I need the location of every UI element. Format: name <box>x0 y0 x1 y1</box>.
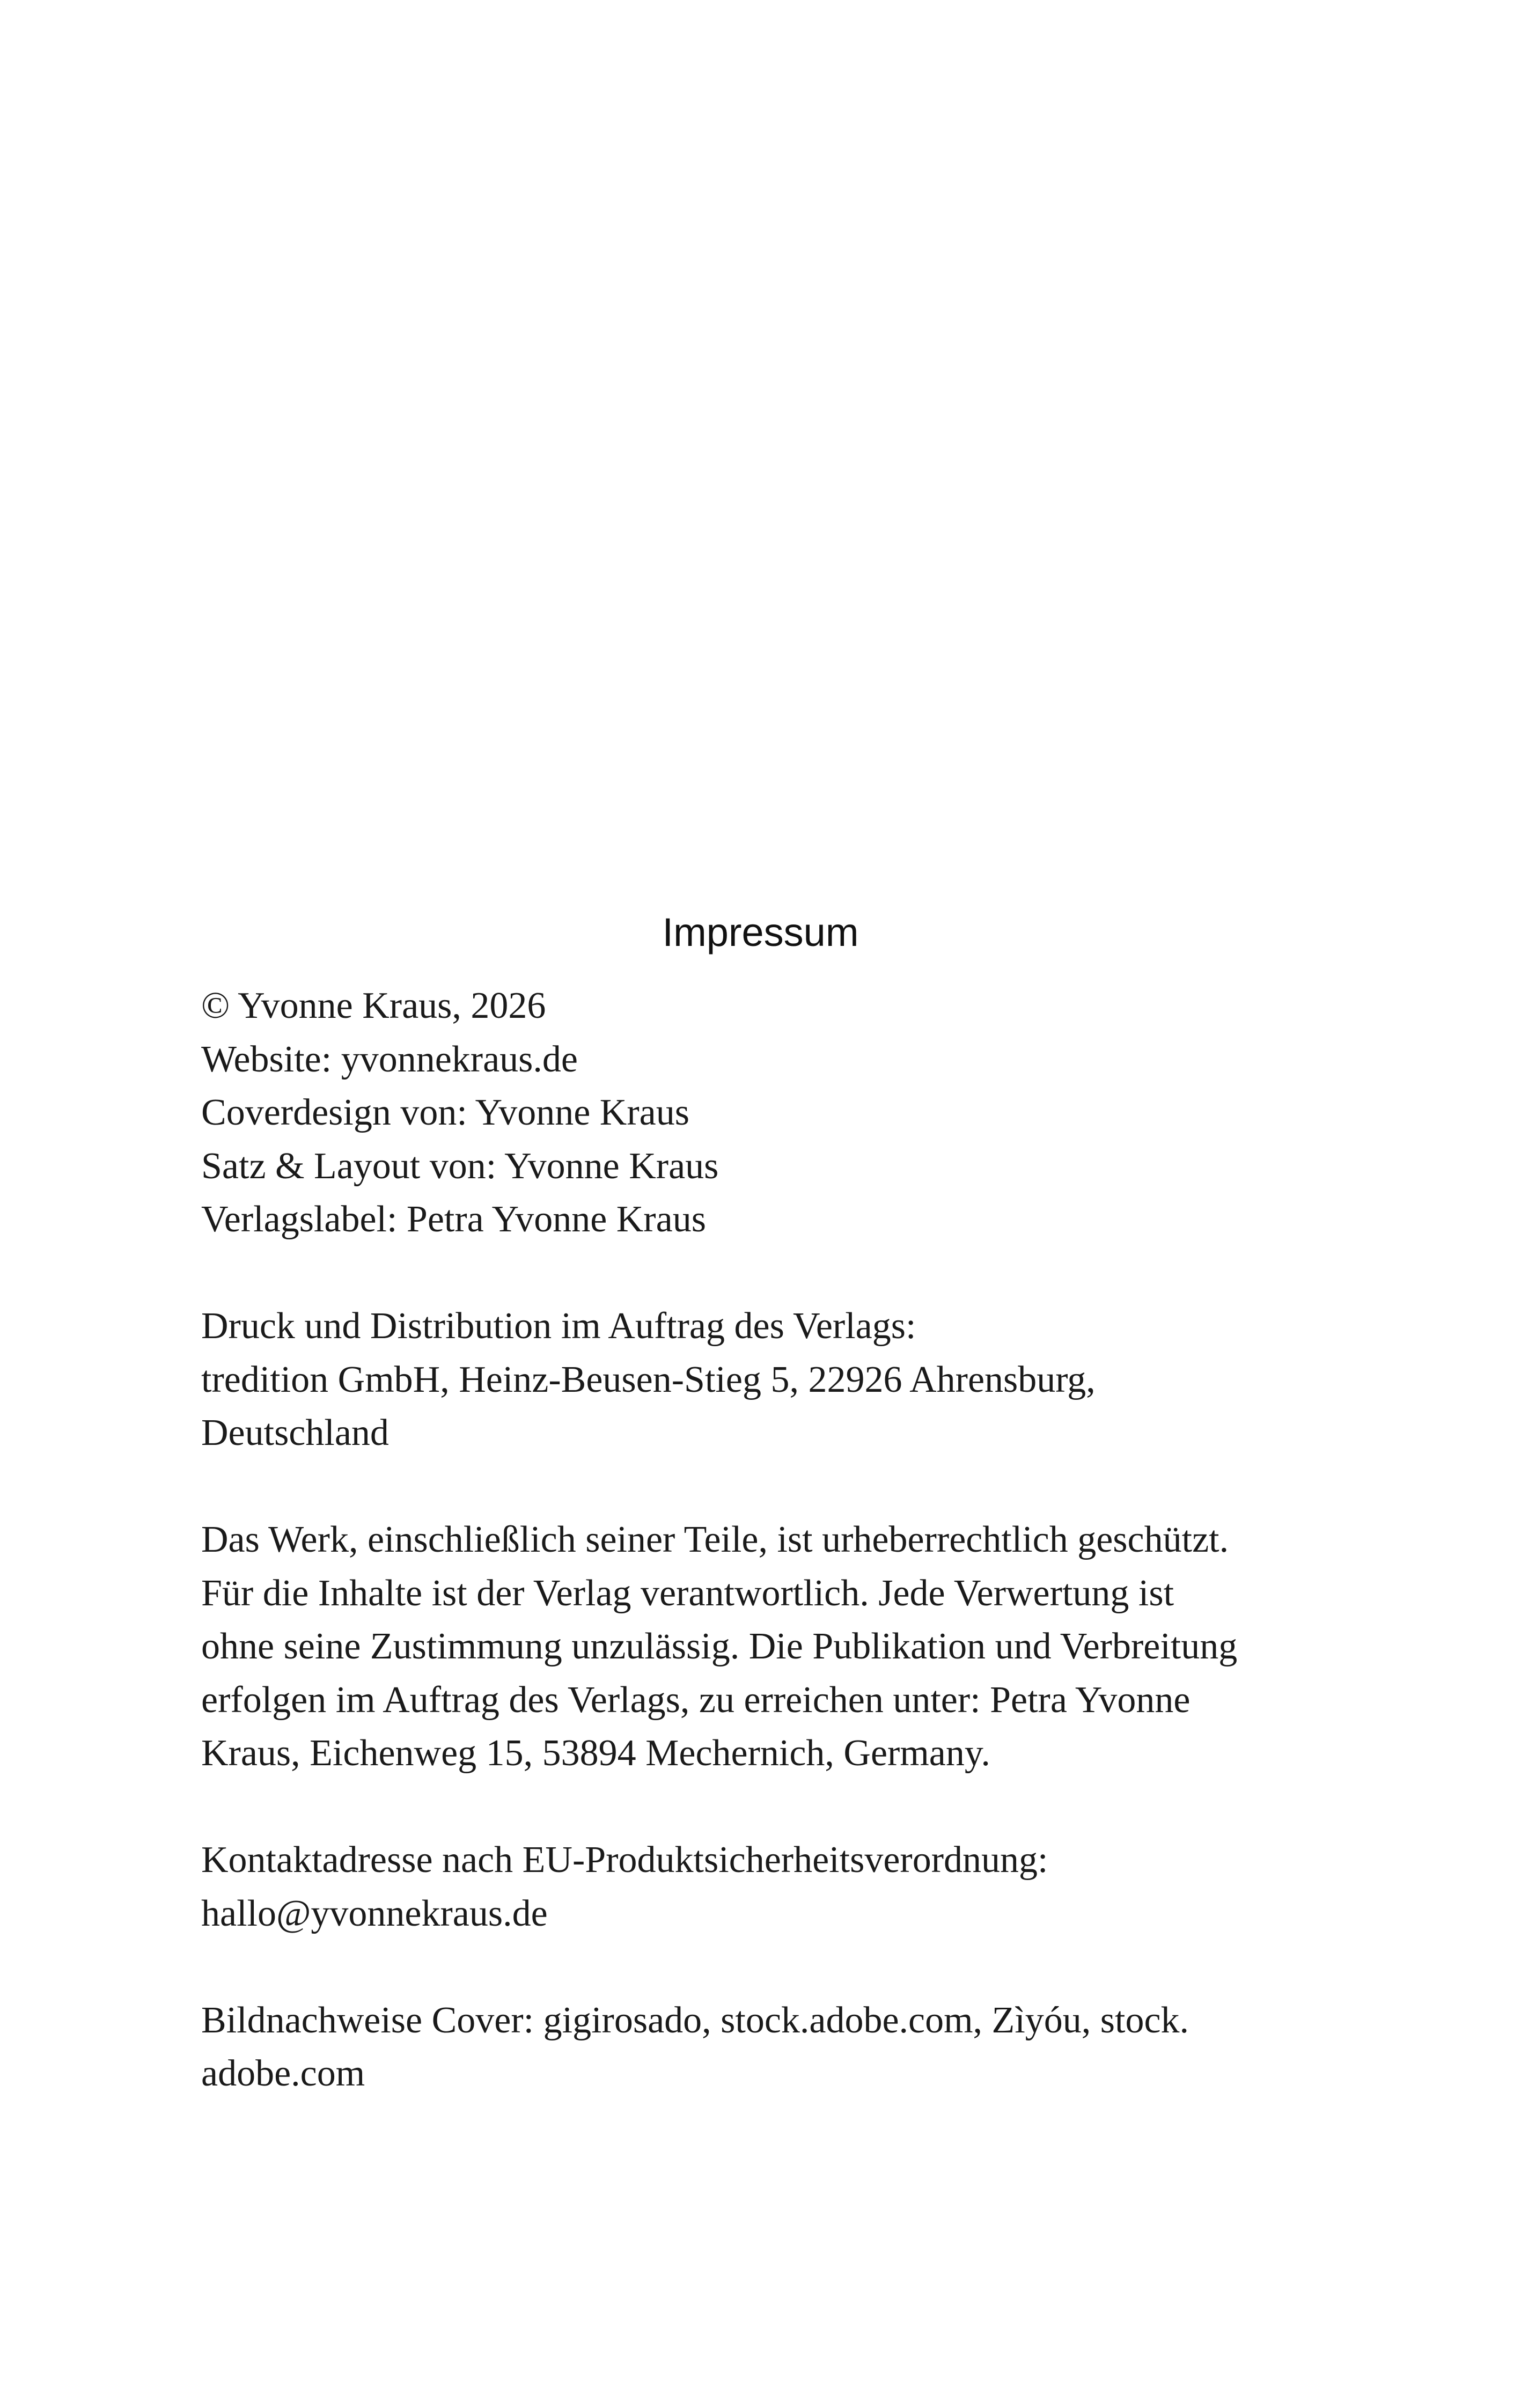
distribution-line: Deutschland <box>201 1412 389 1453</box>
copyright-line: © Yvonne Kraus, 2026 <box>201 985 546 1026</box>
paragraph-spacer <box>201 1940 1339 1994</box>
website-line: Website: yvonnekraus.de <box>201 1038 578 1080</box>
imprint-body <box>201 979 1339 2101</box>
image-credits-line: Bildnachweise Cover: gigirosado, stock.adobe.com, Zìyóu, stock. <box>201 1999 1189 2041</box>
contact-block <box>201 1833 1339 1940</box>
notice-line: Für die Inhalte ist der Verlag verantwortlich. Jede Verwertung ist <box>201 1572 1174 1614</box>
distribution-block <box>201 1300 1339 1460</box>
notice-line: erfolgen im Auftrag des Verlags, zu erreichen unter: Petra Yvonne <box>201 1679 1191 1721</box>
paragraph-spacer <box>201 1460 1339 1514</box>
notice-line: Das Werk, einschließlich seiner Teile, ist urheberrechtlich geschützt. <box>201 1519 1229 1560</box>
copyright-notice-block <box>201 1513 1339 1780</box>
cover-design-line: Coverdesign von: Yvonne Kraus <box>201 1092 689 1133</box>
paragraph-spacer <box>201 1780 1339 1834</box>
imprint-heading: Impressum <box>662 910 859 955</box>
image-credits-block <box>201 1994 1339 2101</box>
contact-label: Kontaktadresse nach EU-Produktsicherheitsverordnung: <box>201 1839 1048 1881</box>
contact-email: hallo@yvonnekraus.de <box>201 1892 548 1934</box>
paragraph-spacer <box>201 1246 1339 1300</box>
image-credits-line: adobe.com <box>201 2053 365 2094</box>
distribution-line: Druck und Distribution im Auftrag des Verlags: <box>201 1305 916 1347</box>
distribution-line: tredition GmbH, Heinz-Beusen-Stieg 5, 22926 Ahrensburg, <box>201 1359 1096 1400</box>
credits-block <box>201 979 1339 1246</box>
notice-line: Kraus, Eichenweg 15, 53894 Mechernich, Germany. <box>201 1732 990 1774</box>
typesetting-line: Satz & Layout von: Yvonne Kraus <box>201 1145 719 1187</box>
publisher-label-line: Verlagslabel: Petra Yvonne Kraus <box>201 1199 706 1240</box>
notice-line: ohne seine Zustimmung unzulässig. Die Publikation und Verbreitung <box>201 1626 1238 1667</box>
